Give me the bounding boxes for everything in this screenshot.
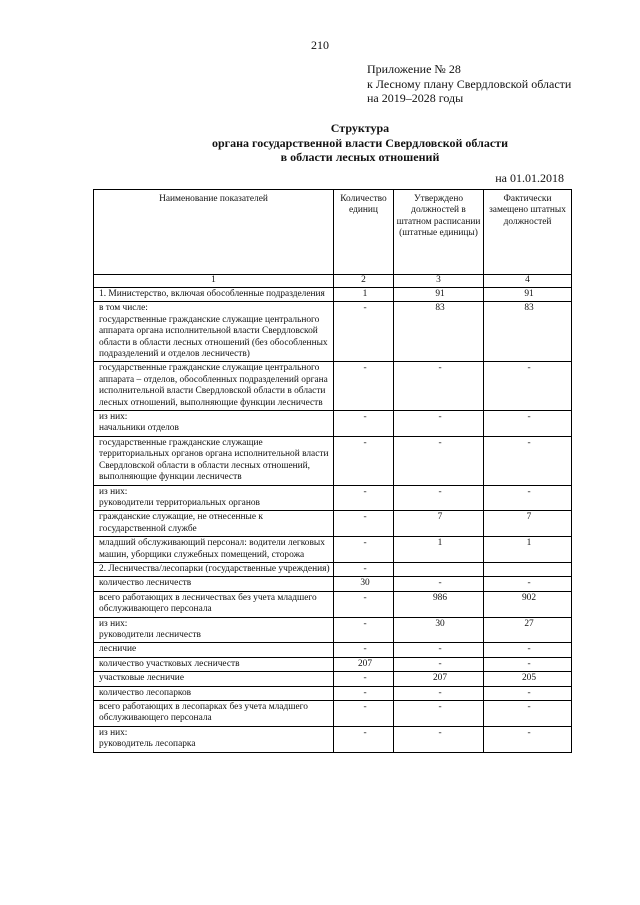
table-row	[94, 511, 572, 537]
row-approved: -	[394, 643, 484, 657]
row-approved: -	[394, 485, 484, 511]
index-1: 1	[94, 275, 334, 288]
row-quantity: -	[334, 411, 394, 437]
table-row	[94, 726, 572, 752]
appendix-note	[367, 62, 571, 106]
table-row	[94, 288, 572, 302]
row-name: количество участковых лесничеств	[94, 657, 334, 671]
row-name: из них: начальники отделов	[94, 411, 334, 437]
header-actual: Фактически замещено штатных должностей	[484, 190, 572, 275]
title-line-1: Структура	[330, 121, 390, 135]
row-name: государственные гражданские служащие территориальных органов органа исполнительной власти Свердловской области в области лесных отношений, выполняющие функции лесничеств	[94, 436, 334, 485]
row-actual: 27	[484, 617, 572, 643]
row-name: гражданские служащие, не отнесенные к государственной службе	[94, 511, 334, 537]
row-name: в том числе: государственные гражданские служащие центрального аппарата органа исполнительной власти Свердловской области в области лесных отношений (без обособленных подразделений и отделов лесничеств)	[94, 302, 334, 362]
row-approved: -	[394, 686, 484, 700]
row-quantity: -	[334, 362, 394, 411]
header-approved: Утверждено должностей в штатном расписании (штатные единицы)	[394, 190, 484, 275]
row-approved: -	[394, 436, 484, 485]
table-header-row	[94, 190, 572, 275]
row-quantity: -	[334, 643, 394, 657]
row-approved: 91	[394, 288, 484, 302]
row-name: из них: руководители территориальных органов	[94, 485, 334, 511]
row-approved: 30	[394, 617, 484, 643]
row-approved: -	[394, 657, 484, 671]
row-approved: 7	[394, 511, 484, 537]
row-name: лесничие	[94, 643, 334, 657]
row-name: количество лесничеств	[94, 577, 334, 591]
row-actual: 91	[484, 288, 572, 302]
row-actual: -	[484, 485, 572, 511]
row-actual: -	[484, 643, 572, 657]
row-approved: -	[394, 701, 484, 727]
row-quantity: -	[334, 302, 394, 362]
table-row	[94, 617, 572, 643]
row-quantity: -	[334, 485, 394, 511]
row-actual: -	[484, 436, 572, 485]
row-quantity: -	[334, 591, 394, 617]
table-row	[94, 577, 572, 591]
row-quantity: -	[334, 617, 394, 643]
title-line-3: в области лесных отношений	[280, 150, 440, 164]
row-actual: -	[484, 701, 572, 727]
table-row	[94, 302, 572, 362]
row-approved: 83	[394, 302, 484, 362]
row-name: младший обслуживающий персонал: водители легковых машин, уборщики служебных помещений, сторожа	[94, 537, 334, 563]
table-row	[94, 591, 572, 617]
as-of-date: на 01.01.2018	[495, 171, 564, 185]
table-row	[94, 436, 572, 485]
row-name: 2. Лесничества/лесопарки (государственные учреждения)	[94, 562, 334, 576]
row-name: 1. Министерство, включая обособленные подразделения	[94, 288, 334, 302]
header-quantity: Количество единиц	[334, 190, 394, 275]
row-actual: -	[484, 726, 572, 752]
table-row	[94, 362, 572, 411]
row-name: государственные гражданские служащие центрального аппарата – отделов, обособленных подразделений органа исполнительной власти Свердловской области в области лесных отношений, выполняющие функции лесничеств	[94, 362, 334, 411]
table-row	[94, 672, 572, 686]
row-actual: -	[484, 657, 572, 671]
index-2: 2	[334, 275, 394, 288]
row-name: из них: руководители лесничеств	[94, 617, 334, 643]
table-row	[94, 657, 572, 671]
row-name: из них: руководитель лесопарка	[94, 726, 334, 752]
row-actual: 205	[484, 672, 572, 686]
row-quantity: 1	[334, 288, 394, 302]
header-name: Наименование показателей	[94, 190, 334, 275]
row-approved	[394, 562, 484, 576]
appendix-line-1: Приложение № 28	[367, 62, 461, 76]
row-approved: 207	[394, 672, 484, 686]
row-name: количество лесопарков	[94, 686, 334, 700]
row-approved: -	[394, 411, 484, 437]
row-name: всего работающих в лесничествах без учета младшего обслуживающего персонала	[94, 591, 334, 617]
row-quantity: -	[334, 436, 394, 485]
document-title	[150, 121, 570, 165]
index-4: 4	[484, 275, 572, 288]
row-actual: 1	[484, 537, 572, 563]
structure-table	[93, 189, 572, 753]
row-quantity: -	[334, 726, 394, 752]
row-actual: -	[484, 362, 572, 411]
appendix-line-2: к Лесному плану Свердловской области	[367, 76, 572, 91]
row-name: всего работающих в лесопарках без учета младшего обслуживающего персонала	[94, 701, 334, 727]
table-row	[94, 701, 572, 727]
page-number: 210	[311, 38, 329, 52]
table-row	[94, 643, 572, 657]
table-row	[94, 411, 572, 437]
row-quantity: -	[334, 562, 394, 576]
index-3: 3	[394, 275, 484, 288]
row-approved: -	[394, 362, 484, 411]
row-approved: -	[394, 577, 484, 591]
table-row	[94, 686, 572, 700]
row-quantity: -	[334, 511, 394, 537]
row-actual: -	[484, 411, 572, 437]
table-row	[94, 485, 572, 511]
row-actual: 83	[484, 302, 572, 362]
row-approved: 986	[394, 591, 484, 617]
row-approved: -	[394, 726, 484, 752]
table-row	[94, 562, 572, 576]
appendix-line-3: на 2019–2028 годы	[367, 91, 464, 105]
row-actual: 902	[484, 591, 572, 617]
row-quantity: 30	[334, 577, 394, 591]
row-actual: 7	[484, 511, 572, 537]
row-approved: 1	[394, 537, 484, 563]
row-name: участковые лесничие	[94, 672, 334, 686]
row-quantity: 207	[334, 657, 394, 671]
row-quantity: -	[334, 672, 394, 686]
row-quantity: -	[334, 537, 394, 563]
table-row	[94, 537, 572, 563]
row-actual: -	[484, 686, 572, 700]
row-quantity: -	[334, 701, 394, 727]
row-actual	[484, 562, 572, 576]
row-actual: -	[484, 577, 572, 591]
title-line-2: органа государственной власти Свердловской области	[212, 135, 508, 150]
column-index-row	[94, 275, 572, 288]
row-quantity: -	[334, 686, 394, 700]
table-body	[94, 288, 572, 753]
